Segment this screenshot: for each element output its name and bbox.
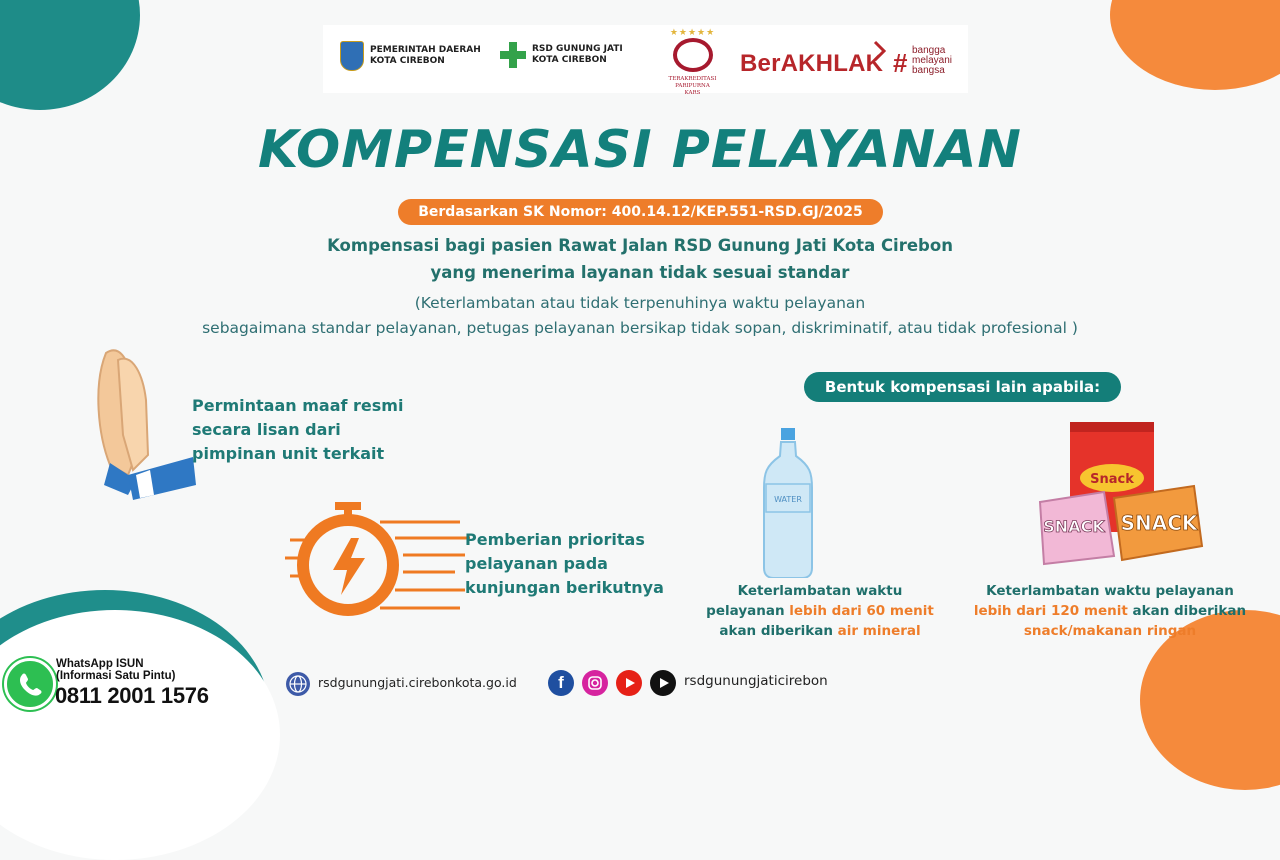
whatsapp-icon[interactable] [4, 658, 56, 710]
water-caption-highlight-2: air mineral [837, 623, 921, 639]
water-caption-text: pelayanan [706, 603, 790, 619]
snack-caption-highlight: lebih dari 120 menit [973, 603, 1128, 619]
note-line-1: (Keterlambatan atau tidak terpenuhinya waktu pelayanan [414, 294, 866, 312]
tiktok-glyph-icon [650, 670, 676, 696]
priority-text [465, 528, 664, 600]
water-caption [700, 581, 940, 641]
snack-icon [1032, 420, 1204, 566]
berakhlak-logo: BerAKHLAK [740, 50, 884, 77]
pemda-logo [340, 41, 481, 71]
snack-caption-text: akan diberikan [1127, 603, 1247, 619]
globe-lines-icon [286, 672, 310, 696]
stopwatch-icon [285, 500, 475, 625]
facebook-glyph: f [558, 673, 564, 692]
social-handle[interactable]: rsdgunungjaticirebon [684, 673, 828, 689]
water-bottle-icon [762, 428, 814, 578]
water-caption-line-3 [700, 621, 940, 641]
apology-line-1: Permintaan maaf resmi [192, 396, 404, 415]
sk-reference-badge: Berdasarkan SK Nomor: 400.14.12/KEP.551-RSD.GJ/2025 [398, 199, 883, 225]
rsd-logo [500, 42, 623, 68]
snack-bag-label-1: SNACK [1043, 517, 1105, 536]
whatsapp-label-line-2: (Informasi Satu Pintu) [56, 670, 176, 682]
priority-line-3: kunjungan berikutnya [465, 578, 664, 597]
snack-caption-line-3: snack/makanan ringan [1023, 623, 1197, 639]
snack-caption-line-2 [965, 601, 1255, 621]
snack-pack-label: Snack [1090, 472, 1134, 487]
praying-hands-icon [88, 345, 198, 510]
youtube-icon[interactable] [616, 670, 642, 696]
facebook-icon[interactable] [548, 670, 574, 696]
whatsapp-label-line-1: WhatsApp ISUN [56, 658, 144, 670]
whatsapp-number[interactable]: 0811 2001 1576 [55, 683, 209, 708]
subtitle-line-1: Kompensasi bagi pasien Rawat Jalan RSD Gunung Jati Kota Cirebon [327, 236, 953, 255]
globe-icon [286, 672, 310, 696]
subtitle-line-2: yang menerima layanan tidak sesuai standar [430, 263, 850, 282]
bottle-label: WATER [774, 495, 802, 504]
page-title: KOMPENSASI PELAYANAN [258, 120, 1022, 180]
other-compensation-header: Bentuk kompensasi lain apabila: [804, 372, 1121, 402]
kars-logo [655, 28, 730, 96]
apology-line-2: secara lisan dari [192, 420, 341, 439]
chevron-icon [872, 40, 888, 62]
kars-emblem-icon [673, 38, 713, 72]
apology-text [192, 394, 403, 466]
medical-cross-icon [500, 42, 526, 68]
phone-glyph-icon [7, 661, 53, 707]
stars-icon: ★★★★★ [669, 28, 716, 38]
bangga-tagline: bangga melayani bangsa [912, 45, 953, 76]
snack-caption-line-1: Keterlambatan waktu pelayanan [986, 583, 1234, 599]
corner-decoration-top-left [0, 0, 140, 110]
hash-icon: # [893, 48, 908, 78]
website-link[interactable]: rsdgunungjati.cirebonkota.go.id [318, 675, 517, 690]
kars-text: TERAKREDITASI PARIPURNA KARS [668, 76, 717, 96]
instagram-glyph-icon [582, 670, 608, 696]
rsd-text: RSD GUNUNG JATI KOTA CIREBON [532, 44, 623, 65]
pemda-text: PEMERINTAH DAERAH KOTA CIREBON [370, 45, 481, 66]
play-glyph-icon [616, 670, 642, 696]
instagram-icon[interactable] [582, 670, 608, 696]
water-caption-line-2 [700, 601, 940, 621]
priority-line-2: pelayanan pada [465, 554, 608, 573]
apology-line-3: pimpinan unit terkait [192, 444, 385, 463]
whatsapp-label [56, 658, 175, 682]
snack-caption [965, 581, 1255, 641]
snack-bag-label-2: SNACK [1120, 511, 1198, 535]
tiktok-icon[interactable] [650, 670, 676, 696]
note-line-2: sebagaimana standar pelayanan, petugas pelayanan bersikap tidak sopan, diskriminatif, atau tidak profesional ) [202, 319, 1078, 337]
corner-decoration-top-right [1110, 0, 1280, 90]
water-caption-line-1: Keterlambatan waktu [737, 583, 903, 599]
priority-line-1: Pemberian prioritas [465, 530, 645, 549]
water-caption-text-2: akan diberikan [719, 623, 838, 639]
pemda-shield-icon [340, 41, 364, 71]
water-caption-highlight: lebih dari 60 menit [789, 603, 934, 619]
